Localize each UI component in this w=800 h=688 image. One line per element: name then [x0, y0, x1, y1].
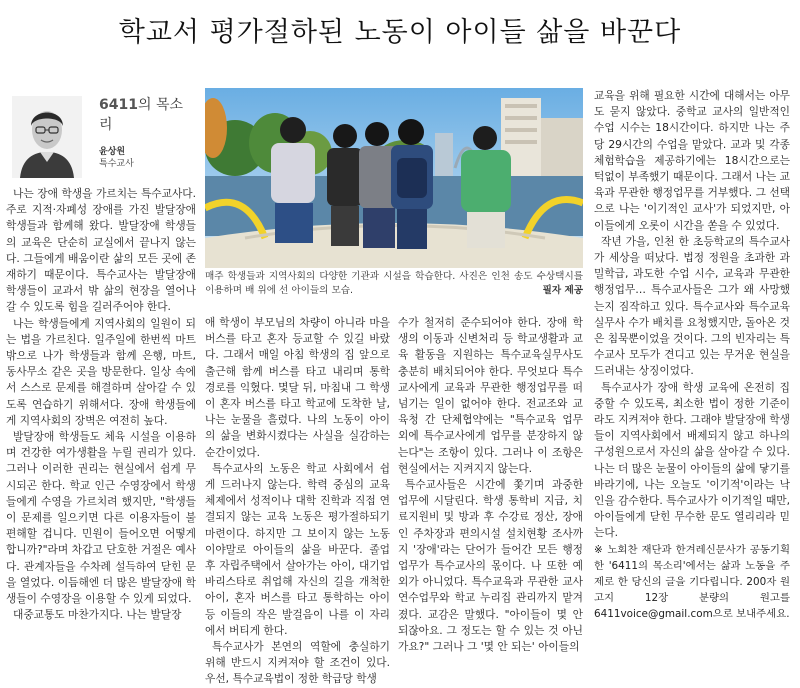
paragraph: 작년 가을, 인천 한 초등학교의 특수교사가 세상을 떠났다. 법정 정원을 초과한 과밀학급, 과도한 수업 시수, 교육과 무관한 행정업무… 특수교사들은 그가 왜 사망했는지 짐작하고 있다. 특수교사와 특수교육실무사 수가 배치를 요청했지만, 돌아온 것은 침묵뿐이었을 것이다. 그의 빈자리는 특수교사 모두가 견디고 있는 무거운 현실을 드러내는 상징이었다.	[594, 234, 790, 378]
headline: 학교서 평가절하된 노동이 아이들 삶을 바꾼다	[118, 17, 682, 48]
paragraph: 수가 철저히 준수되어야 한다. 장애 학생의 이동과 신변처리 등 학교생활과 교육 활동을 지원하는 특수교육실무사도 충분히 배치되어야 한다. 무엇보다 특수교사에게 교육과 무관한 행정업무를 떠넘기는 일이 없어야 한다. 전교조와 교육청 간 단체협약에는 "특수교육 업무 외에 특수교사에게 업무를 분장하지 않는다"는 조항이 있다. 그러나 이 조항은 현실에서는 지켜지지 않는다.	[398, 316, 583, 475]
paragraph: 특수교사가 본연의 역할에 충실하기 위해 반드시 지켜져야 할 조건이 있다. 우선, 특수교육법이 정한 학급당 학생	[205, 640, 390, 686]
article-column-2	[205, 315, 390, 688]
author-info	[99, 146, 134, 170]
author-name: 윤상원	[99, 147, 126, 157]
submission-note: ※ 노회찬 재단과 한겨레신문사가 공동기획한 '6411의 목소리'에서는 삶과 노동을 주제로 한 당신의 글을 기다립니다. 200자 원고지 12장 분량의 원고를 6411voice@gmail.com으로 보내주세요.	[594, 543, 790, 620]
paragraph: 교육을 위해 필요한 시간에 대해서는 아무도 묻지 않았다. 중학교 교사의 일반적인 수업 시수는 18시간이다. 하지만 나는 주당 29시간의 수업을 맡았다. 교과 및 각종 체험학습을 제공하기에는 18시간으로는 턱없이 부족했기 때문이다. 그래서 나는 교육과 무관한 행정업무를 거부했다. 그 선택으로 나는 '이기적인 교사'가 되었지만, 아이들에게 오롯이 시간을 쏟을 수 있었다.	[594, 89, 790, 232]
column-name: 의 목소리	[99, 97, 183, 133]
author-title: 특수교사	[99, 159, 134, 169]
paragraph: 애 학생이 부모님의 차량이 아니라 마을버스를 타고 혼자 등교할 수 있길 바랐다. 그래서 매일 아침 학생의 집 앞으로 출근해 함께 버스를 타고 내리며 통학 경로를 익혔다. 몇달 뒤, 마침내 그 학생이 혼자 버스를 타고 학교에 도착한 날, 나는 눈물을 흘렸다. 나의 노동이 아이의 삶을 변화시켰다는 사실을 실감하는 순간이었다.	[205, 316, 390, 459]
article-column-3	[398, 315, 583, 655]
column-header-box	[6, 88, 196, 178]
paragraph: 나는 장애 학생을 가르치는 특수교사다. 주로 지적·자폐성 장애를 가진 발달장애 학생들과 함께해 왔다. 발달장애 학생들의 교육은 단순히 교실에서 끝나지 않는다. 그들에게 배움이란 삶의 모든 곳에 존재하기 때문이다. 특수교사는 발달장애 학생들이 교과서 밖 삶의 현장을 열어나갈 수 있도록 힘을 길러주어야 한다.	[6, 187, 196, 314]
article-column-4	[594, 88, 790, 622]
paragraph: 대중교통도 마찬가지다. 나는 발달장	[13, 608, 182, 622]
photo-caption-text: 매주 학생들과 지역사회의 다양한 기관과 시설을 학습한다. 사진은 인천 송도 수상택시를 이용하며 배 위에 선 아이들의 모습.	[205, 271, 583, 296]
paragraph: 발달장애 학생들도 체육 시설을 이용하며 건강한 여가생활을 누릴 권리가 있다. 그러나 이러한 권리는 현실에서 쉽게 무시되곤 한다. 학교 인근 수영장에서 학생들에게 수영을 가르치려 했지만, "학생들이 문제를 일으키면 다른 이용자들이 불편해할 겁니다. 민원이 들어오면 어떻게 합니까?"라며 차갑고 단호한 거절은 예사다. 관계자들을 수차례 설득하여 닫힌 문을 열었다. 이듬해엔 더 많은 발달장애 학생들이 수영장을 이용할 수 있게 되었다.	[6, 430, 196, 606]
column-title	[99, 94, 196, 134]
paragraph: 특수교사의 노동은 학교 사회에서 쉽게 드러나지 않는다. 학력 중심의 교육 체제에서 성적이나 대학 진학과 직접 연결되지 않는 교육 노동은 평가절하되기 마련이다. 하지만 그 보이지 않는 노동이야말로 아이들의 삶을 바꾼다. 졸업 후 자립주택에서 살아가는 아이, 대기업 바리스타로 취업해 자신의 길을 개척한 아이, 혼자 버스를 타고 통학하는 아이 등 이들의 작은 발걸음이 나를 이 자리에서 버티게 한다.	[205, 461, 390, 637]
article-column-1	[6, 186, 196, 623]
column-number: 6411	[99, 97, 138, 113]
photo-caption	[205, 270, 583, 298]
photo-credit: 필자 제공	[542, 285, 583, 296]
paragraph: 특수교사가 장애 학생 교육에 온전히 집중할 수 있도록, 최소한 법이 정한 기준이라도 지켜져야 한다. 그래야 발달장애 학생들이 지역사회에서 배제되지 않고 하나의 구성원으로서 자신의 삶을 살아갈 수 있다. 나는 더 많은 눈물이 아이들의 삶에 닿기를 바라기에, 나는 오늘도 '이기적'이라는 낙인을 감수한다. 특수교사가 이기적일 때만, 아이들에게 닫힌 무수한 문도 열리리라 믿는다.	[594, 380, 790, 540]
article-photo	[205, 88, 583, 268]
paragraph: 특수교사들은 시간에 쫓기며 과중한 업무에 시달린다. 학생 통학비 지급, 치료지원비 및 방과 후 수강료 정산, 장애인 주차장과 편의시설 설치현황 조사까지 '장애'라는 단어가 들어간 모든 행정업무가 특수교사의 몫이다. 나 또한 예외가 아니었다. 특수교육과 무관한 교사연수업무와 학교 누리집 관리까지 맡겨졌다. 교감은 말했다. "아이들이 몇 안 되잖아요. 그 정도는 할 수 있는 것 아닌가요?" 그러나 그 '몇 안 되는' 아이들의	[398, 478, 583, 654]
author-portrait	[12, 96, 82, 178]
paragraph: 나는 학생들에게 지역사회의 일원이 되는 법을 가르친다. 일주일에 한번씩 마트 밖으로 나가 학생들과 함께 은행, 마트, 동사무소 같은 곳을 방문한다. 일상 속에서 스스로 문제를 해결하며 살아갈 수 있도록 연습하기 위해서다. 장애 학생들에게 지역사회의 장벽은 여전히 높다.	[6, 316, 196, 427]
